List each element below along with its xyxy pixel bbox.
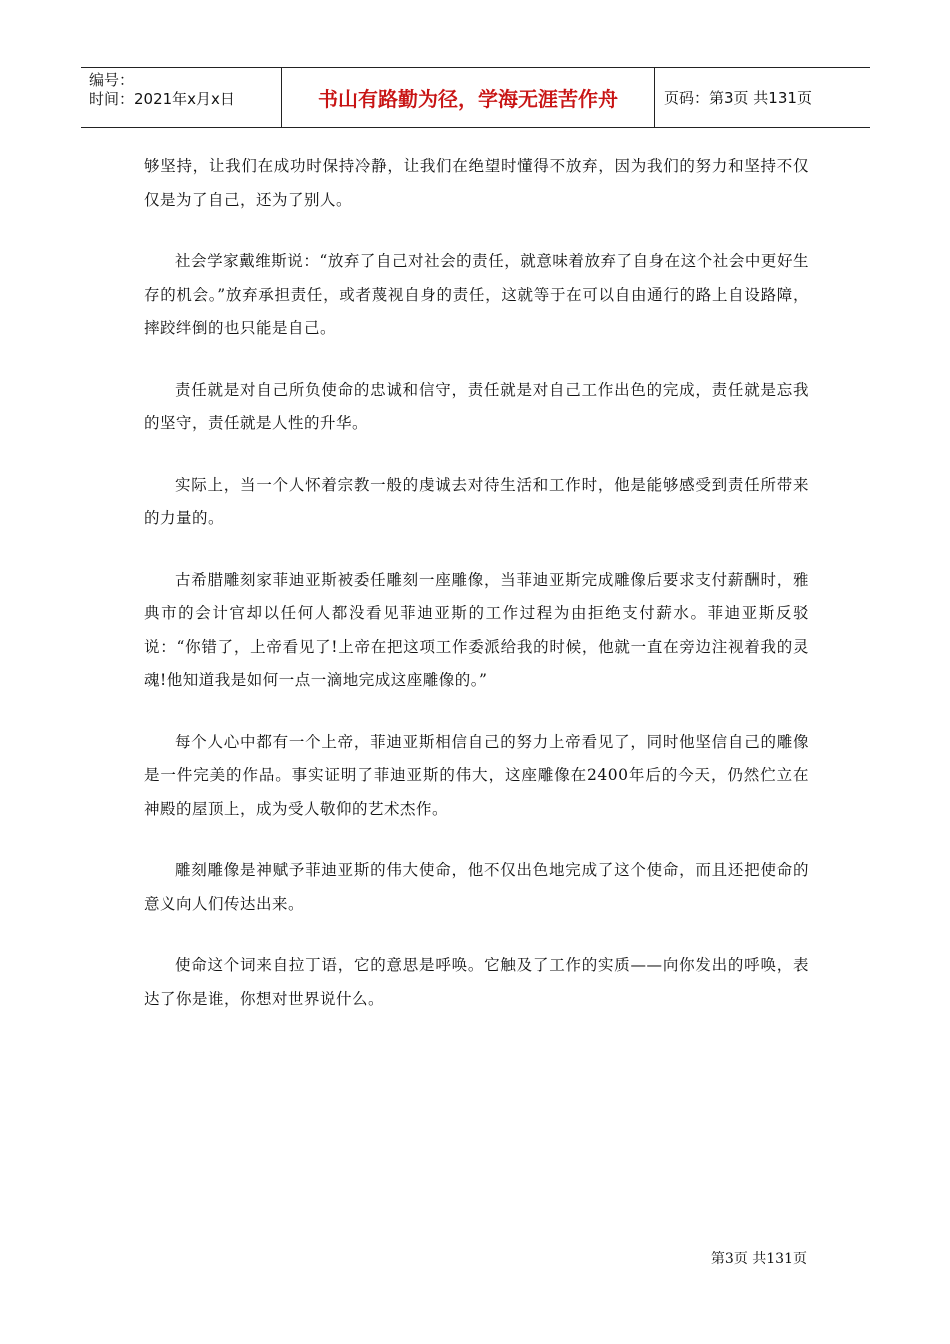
paragraph: 使命这个词来自拉丁语，它的意思是呼唤。它触及了工作的实质——向你发出的呼唤，表达了你是谁，你想对世界说什么。 [144, 956, 809, 1008]
paragraph: 每个人心中都有一个上帝，菲迪亚斯相信自己的努力上帝看见了，同时他坚信自己的雕像是一件完美的作品。事实证明了菲迪亚斯的伟大，这座雕像在2400年后的今天，仍然伫立在神殿的屋顶上，成为受人敬仰的艺术杰作。 [144, 732, 809, 818]
document-body [144, 150, 809, 1044]
header-page-info: 页码：第3页 共131页 [664, 89, 812, 107]
page-header [81, 67, 870, 128]
paragraph: 雕刻雕像是神赋予菲迪亚斯的伟大使命，他不仅出色地完成了这个使命，而且还把使命的意义向人们传达出来。 [144, 861, 809, 913]
document-date: 时间：2021年x月x日 [89, 90, 235, 108]
header-meta [81, 68, 282, 127]
paragraph: 实际上，当一个人怀着宗教一般的虔诚去对待生活和工作时，他是能够感受到责任所带来的力量的。 [144, 475, 809, 527]
header-motto: 书山有路勤为径，学海无涯苦作舟 [282, 68, 655, 127]
document-number-label: 编号： [89, 71, 135, 89]
paragraph: 够坚持，让我们在成功时保持冷静，让我们在绝望时懂得不放弃，因为我们的努力和坚持不仅仅是为了自己，还为了别人。 [144, 157, 809, 209]
paragraph: 社会学家戴维斯说：“放弃了自己对社会的责任，就意味着放弃了自身在这个社会中更好生存的机会。”放弃承担责任，或者蔑视自身的责任，这就等于在可以自由通行的路上自设路障，摔跤绊倒的也只能是自己。 [144, 252, 809, 337]
paragraph: 责任就是对自己所负使命的忠诚和信守，责任就是对自己工作出色的完成，责任就是忘我的坚守，责任就是人性的升华。 [144, 380, 809, 432]
paragraph: 古希腊雕刻家菲迪亚斯被委任雕刻一座雕像，当菲迪亚斯完成雕像后要求支付薪酬时，雅典市的会计官却以任何人都没看见菲迪亚斯的工作过程为由拒绝支付薪水。菲迪亚斯反驳说：“你错了，上帝看见了!上帝在把这项工作委派给我的时候，他就一直在旁边注视着我的灵魂!他知道我是如何一点一滴地完成这座雕像的。” [144, 570, 809, 689]
page-footer: 第3页 共131页 [710, 1251, 807, 1267]
